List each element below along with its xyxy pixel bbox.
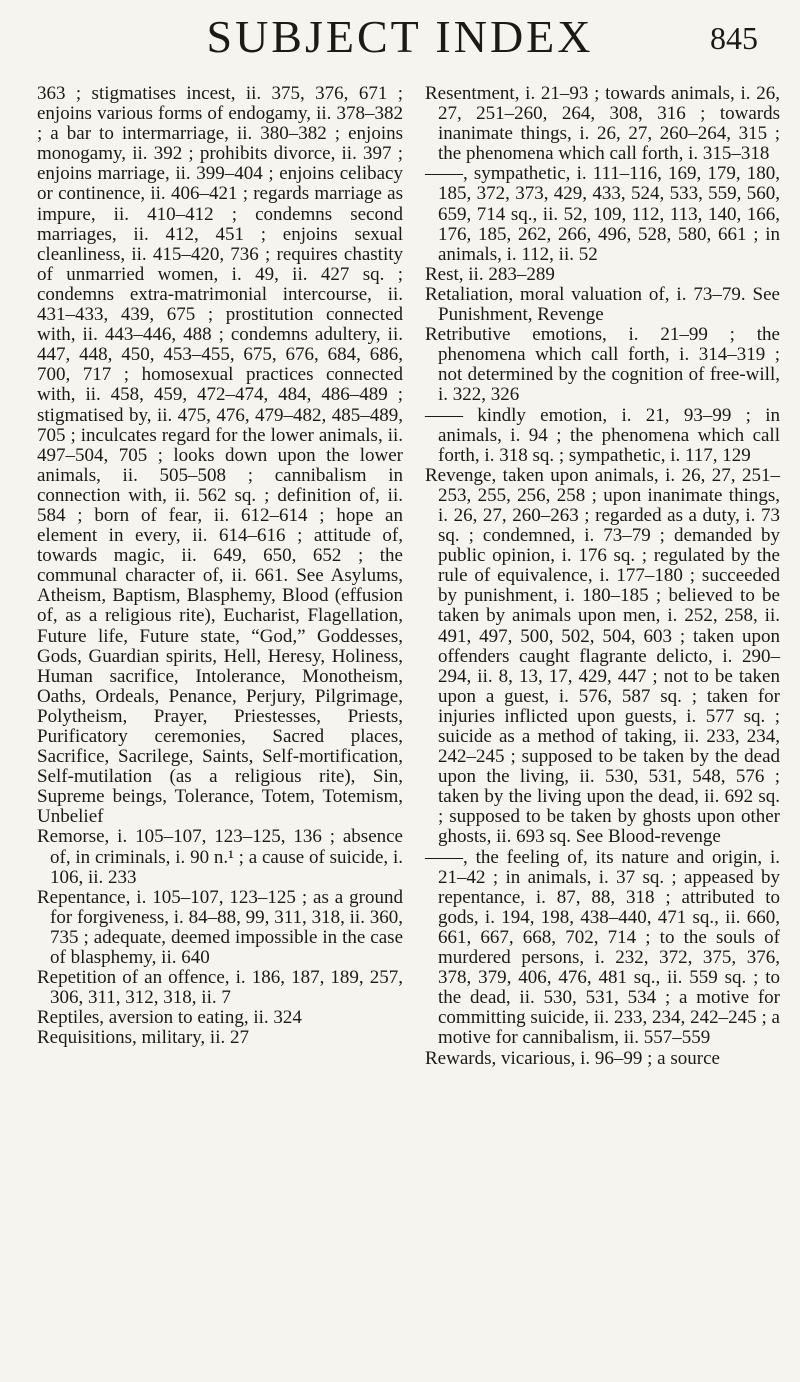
index-entry: —— kindly emotion, i. 21, 93–99 ; in animals, i. 94 ; the phenomena which call forth, i. 318 sq. ; sympathetic, i. 117, 129 bbox=[425, 404, 780, 466]
index-entry: Requisitions, military, ii. 27 bbox=[37, 1027, 249, 1049]
index-entry: 363 ; stigmatises incest, ii. 375, 376, 671 ; enjoins various forms of endogamy, ii. 378–382 ; a bar to intermarriage, ii. 380–382 ; enjoins monogamy, ii. 392 ; prohibits divorce, ii. 397 ; enjoins marriage, ii. 399–404 ; enjoins celibacy or continence, ii. 406–421 ; regards marriage as impure, ii. 410–412 ; condemns second marriages, ii. 412, 451 ; enjoins sexual cleanliness, ii. 415–420, 736 ; requires chastity of unmarried women, i. 49, ii. 427 sq. ; condemns extra-matrimonial intercourse, ii. 431–433, 439, 675 ; prostitution connected with, ii. 443–446, 488 ; condemns adultery, ii. 447, 448, 450, 453–455, 675, 676, 684, 686, 700, 717 ; homosexual practices connected with, ii. 458, 459, 472–474, 484, 486–489 ; stigmatised by, ii. 475, 476, 479–482, 485–489, 705 ; inculcates regard for the lower animals, ii. 497–504, 705 ; looks down upon the lower animals, ii. 505–508 ; cannibalism in connection with, ii. 562 sq. ; definition of, ii. 584 ; born of fear, ii. 612–614 ; hope an element in every, ii. 614–616 ; attitude of, towards magic, ii. 649, 650, 652 ; the communal character of, ii. 661. See Asylums, Atheism, Baptism, Blasphemy, Blood (effusion of, as a religious rite), Eucharist, Flagellation, Future life, Future state, “God,” Goddesses, Gods, Guardian spirits, Hell, Heresy, Holiness, Human sacrifice, Intolerance, Monotheism, Oaths, Ordeals, Penance, Perjury, Pilgrimage, Polytheism, Prayer, Priestesses, Priests, Purificatory ceremonies, Sacred places, Sacrifice, Sacrilege, Saints, Self-mortification, Self-mutilation (as a religious rite), Sin, Supreme beings, Tolerance, Totem, Totemism, Unbelief bbox=[37, 83, 403, 828]
page-header bbox=[0, 6, 800, 76]
index-entry: Revenge, taken upon animals, i. 26, 27, 251–253, 255, 256, 258 ; upon inanimate things, i. 26, 27, 260–263 ; regarded as a duty, i. 73 sq. ; condemned, i. 73–79 ; demanded by public opinion, i. 176 sq. ; regulated by the rule of equivalence, i. 177–180 ; succeeded by punishment, i. 180–185 ; believed to be taken by animals upon men, i. 252, 258, ii. 491, 497, 500, 502, 504, 603 ; taken upon offenders caught flagrante delicto, i. 290–294, ii. 8, 13, 17, 429, 447 ; not to be taken upon a guest, i. 576, 587 sq. ; taken for injuries inflicted upon guests, i. 577 sq. ; suicide as a method of taking, ii. 233, 234, 242–245 ; supposed to be taken by the dead upon the living, ii. 530, 531, 548, 576 ; taken by the living upon the dead, ii. 692 sq. ; supposed to be taken by ghosts upon other ghosts, ii. 693 sq. See Blood-revenge bbox=[425, 464, 780, 848]
index-entry: Rewards, vicarious, i. 96–99 ; a source bbox=[425, 1047, 720, 1069]
index-entry: Retaliation, moral valuation of, i. 73–79. See Punishment, Revenge bbox=[425, 283, 780, 326]
index-entry: Resentment, i. 21–93 ; towards animals, i. 26, 27, 251–260, 264, 308, 316 ; towards inanimate things, i. 26, 27, 260–264, 315 ; the phenomena which call forth, i. 315–318 bbox=[425, 83, 780, 165]
running-title: SUBJECT INDEX bbox=[206, 11, 594, 62]
index-entry: ——, the feeling of, its nature and origin, i. 21–42 ; in animals, i. 37 sq. ; appeased by repentance, i. 87, 88, 318 ; attributed to gods, i. 194, 198, 438–440, 471 sq., ii. 660, 661, 667, 668, 702, 714 ; to the souls of murdered persons, i. 232, 372, 375, 376, 378, 379, 406, 476, 481 sq., ii. 559 sq. ; to the dead, ii. 530, 531, 534 ; a motive for committing suicide, ii. 233, 234, 242–245 ; a motive for cannibalism, ii. 557–559 bbox=[425, 846, 780, 1049]
index-entry: Reptiles, aversion to eating, ii. 324 bbox=[37, 1007, 302, 1029]
index-entry: Rest, ii. 283–289 bbox=[425, 263, 555, 285]
index-entry: Repentance, i. 105–107, 123–125 ; as a ground for forgiveness, i. 84–88, 99, 311, 318, ii. 360, 735 ; adequate, deemed impossible in the case of blasphemy, ii. 640 bbox=[37, 886, 403, 969]
index-entry: ——, sympathetic, i. 111–116, 169, 179, 180, 185, 372, 373, 429, 433, 524, 533, 559, 560, 659, 714 sq., ii. 52, 109, 112, 113, 140, 166, 176, 185, 262, 266, 496, 528, 580, 661 ; in animals, i. 112, ii. 52 bbox=[425, 163, 780, 265]
index-entry: Repetition of an offence, i. 186, 187, 189, 257, 306, 311, 312, 318, ii. 7 bbox=[37, 967, 403, 1009]
left-column bbox=[37, 84, 403, 1049]
index-entry: Remorse, i. 105–107, 123–125, 136 ; absence of, in criminals, i. 90 n.¹ ; a cause of suicide, i. 106, ii. 233 bbox=[37, 826, 403, 888]
right-column bbox=[425, 84, 780, 1069]
index-entry: Retributive emotions, i. 21–99 ; the phenomena which call forth, i. 314–319 ; not determined by the cognition of free-will, i. 322, 326 bbox=[425, 324, 780, 406]
page-number: 845 bbox=[710, 20, 758, 56]
